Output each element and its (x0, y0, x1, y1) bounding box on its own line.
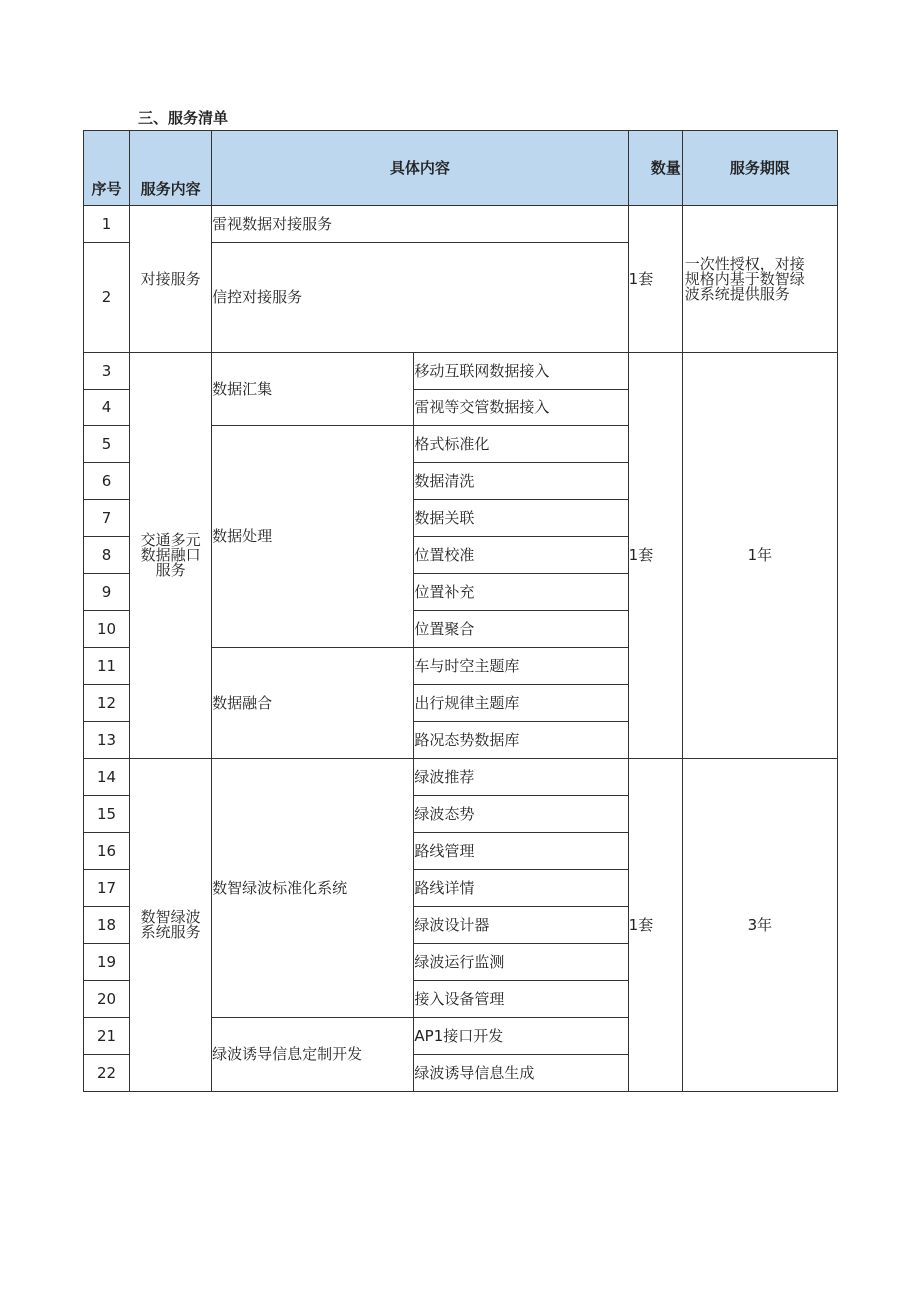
header-service: 服务内容 (130, 131, 212, 206)
row-item: 路线管理 (414, 833, 628, 870)
subgroup-data-processing: 数据处理 (212, 426, 414, 648)
row-number: 18 (84, 907, 130, 944)
row-item: 绿波设计器 (414, 907, 628, 944)
row-number: 5 (84, 426, 130, 463)
row-number: 21 (84, 1018, 130, 1055)
period-group-2: 1年 (682, 353, 837, 759)
table-row (84, 759, 838, 796)
qty-group-3: 1套 (628, 759, 682, 1092)
service-group-2 (130, 353, 212, 759)
row-item: 位置校准 (414, 537, 628, 574)
row-item: 雷视等交管数据接入 (414, 390, 628, 426)
row-number: 19 (84, 944, 130, 981)
header-qty: 数量 (628, 131, 682, 206)
row-item: 数据清洗 (414, 463, 628, 500)
row-item: 雷视数据对接服务 (212, 206, 629, 243)
period-group-3: 3年 (682, 759, 837, 1092)
service-line: 系统服务 (140, 923, 201, 941)
row-item: 车与时空主题库 (414, 648, 628, 685)
period-line: 一次性授权，对接 (684, 254, 805, 273)
row-item: 绿波态势 (414, 796, 628, 833)
row-item: 路况态势数据库 (414, 722, 628, 759)
row-item: 数据关联 (414, 500, 628, 537)
row-number: 1 (84, 206, 130, 243)
row-number: 2 (84, 243, 130, 353)
table-row (84, 206, 838, 243)
service-line: 服务 (155, 561, 186, 579)
header-no: 序号 (84, 131, 130, 206)
row-number: 11 (84, 648, 130, 685)
row-number: 12 (84, 685, 130, 722)
subgroup-guidance-dev: 绿波诱导信息定制开发 (212, 1018, 414, 1092)
section-title: 三、服务清单 (138, 109, 229, 127)
subgroup-data-fusion: 数据融合 (212, 648, 414, 759)
row-number: 8 (84, 537, 130, 574)
period-line: 波系统提供服务 (684, 284, 790, 303)
header-period: 服务期限 (682, 131, 837, 206)
row-number: 17 (84, 870, 130, 907)
subgroup-green-wave-system: 数智绿波标准化系统 (212, 759, 414, 1018)
row-number: 10 (84, 611, 130, 648)
row-item: AP1接口开发 (414, 1018, 628, 1055)
row-item: 绿波诱导信息生成 (414, 1055, 628, 1092)
row-item: 信控对接服务 (212, 243, 629, 353)
qty-group-2: 1套 (628, 353, 682, 759)
row-number: 3 (84, 353, 130, 390)
service-line: 交通多元 (140, 531, 201, 549)
row-item: 位置聚合 (414, 611, 628, 648)
row-item: 出行规律主题库 (414, 685, 628, 722)
service-group-1: 对接服务 (130, 206, 212, 353)
row-number: 22 (84, 1055, 130, 1092)
row-item: 移动互联网数据接入 (414, 353, 628, 390)
subgroup-data-collection: 数据汇集 (212, 353, 414, 426)
qty-group-1: 1套 (628, 206, 682, 353)
row-number: 9 (84, 574, 130, 611)
row-item: 格式标准化 (414, 426, 628, 463)
row-number: 7 (84, 500, 130, 537)
row-number: 4 (84, 390, 130, 426)
row-number: 16 (84, 833, 130, 870)
row-number: 15 (84, 796, 130, 833)
row-number: 13 (84, 722, 130, 759)
row-number: 6 (84, 463, 130, 500)
row-item: 绿波推荐 (414, 759, 628, 796)
service-line: 数智绿波 (140, 908, 201, 926)
period-line: 规格内基于数智绿 (684, 269, 805, 288)
row-item: 位置补充 (414, 574, 628, 611)
period-group-1 (682, 206, 837, 353)
row-item: 路线详情 (414, 870, 628, 907)
service-list-table (83, 130, 838, 1092)
table-header-row (84, 131, 838, 206)
header-detail: 具体内容 (212, 131, 629, 206)
row-item: 接入设备管理 (414, 981, 628, 1018)
service-line: 数据融口 (140, 546, 201, 564)
row-number: 20 (84, 981, 130, 1018)
row-item: 绿波运行监测 (414, 944, 628, 981)
service-group-3 (130, 759, 212, 1092)
row-number: 14 (84, 759, 130, 796)
table-row (84, 353, 838, 390)
